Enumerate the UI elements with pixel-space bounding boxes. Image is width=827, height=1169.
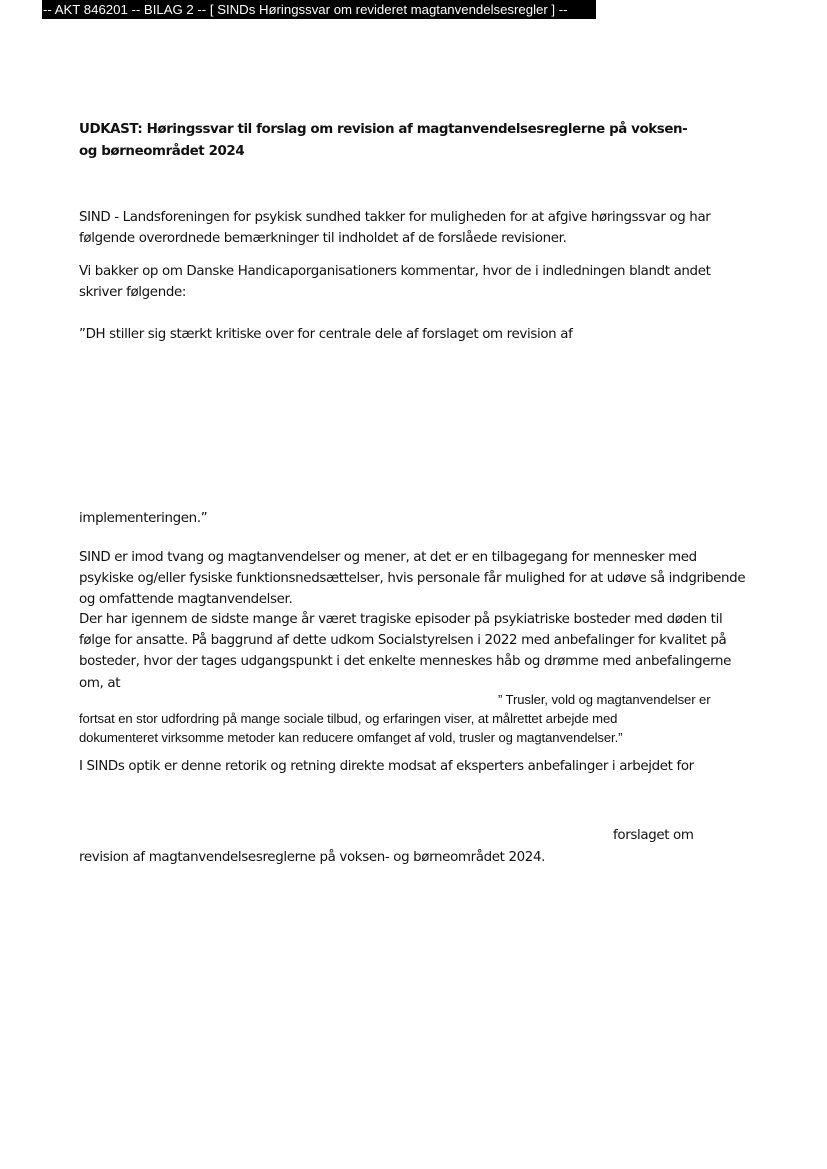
position-paragraph: SIND er imod tvang og magtanvendelser og mener, at det er en tilbagegang for mennesker med psykiske og/eller fysiske funktionsnedsættelser, hvis personale får mulighed for at udøve så indgribende og omfattende magtanvendelser. — [79, 550, 746, 608]
support-paragraph: Vi bakker op om Danske Handicaporganisationers kommentar, hvor de i indledningen blandt andet skriver følgende: — [79, 264, 711, 301]
socialstyrelsen-quote-line-2: fortsat en stor udfordring på mange sociale tilbud, og erfaringen viser, at målrettet arbejde med — [79, 711, 618, 726]
closing-fragment: forslaget om — [613, 828, 694, 843]
socialstyrelsen-quote-line-3: dokumenteret virksomme metoder kan reducere omfanget af vold, trusler og magtanvendelser.” — [79, 730, 623, 745]
optik-paragraph: I SINDs optik er denne retorik og retning direkte modsat af eksperters anbefalinger i arbejdet for — [79, 759, 694, 774]
episodes-paragraph: Der har igennem de sidste mange år været tragiske episoder på psykiatriske bosteder med døden til følge for ansatte. På baggrund af dette udkom Socialstyrelsen i 2022 med anbefalinger for kvalitet på bosteder, hvor der tages udgangspunkt i det enkelte menneskes håb og drømme med anbefalingerne om, at — [79, 612, 732, 691]
document-title: UDKAST: Høringssvar til forslag om revision af magtanvendelsesreglerne på voksen- og børneområdet 2024 — [79, 122, 688, 159]
dh-quote-end: implementeringen.” — [79, 511, 208, 526]
socialstyrelsen-quote-line-1: ” Trusler, vold og magtanvendelser er — [498, 692, 711, 707]
intro-paragraph: SIND - Landsforeningen for psykisk sundhed takker for muligheden for at afgive høringssvar og har følgende overordnede bemærkninger til indholdet af de forslåede revisioner. — [79, 210, 711, 247]
closing-line: revision af magtanvendelsesreglerne på voksen- og børneområdet 2024. — [79, 850, 546, 865]
dh-quote-start: ”DH stiller sig stærkt kritiske over for centrale dele af forslaget om revision af — [79, 327, 573, 342]
document-header-banner: -- AKT 846201 -- BILAG 2 -- [ SINDs Høringssvar om revideret magtanvendelsesregler ] -- — [42, 0, 596, 19]
